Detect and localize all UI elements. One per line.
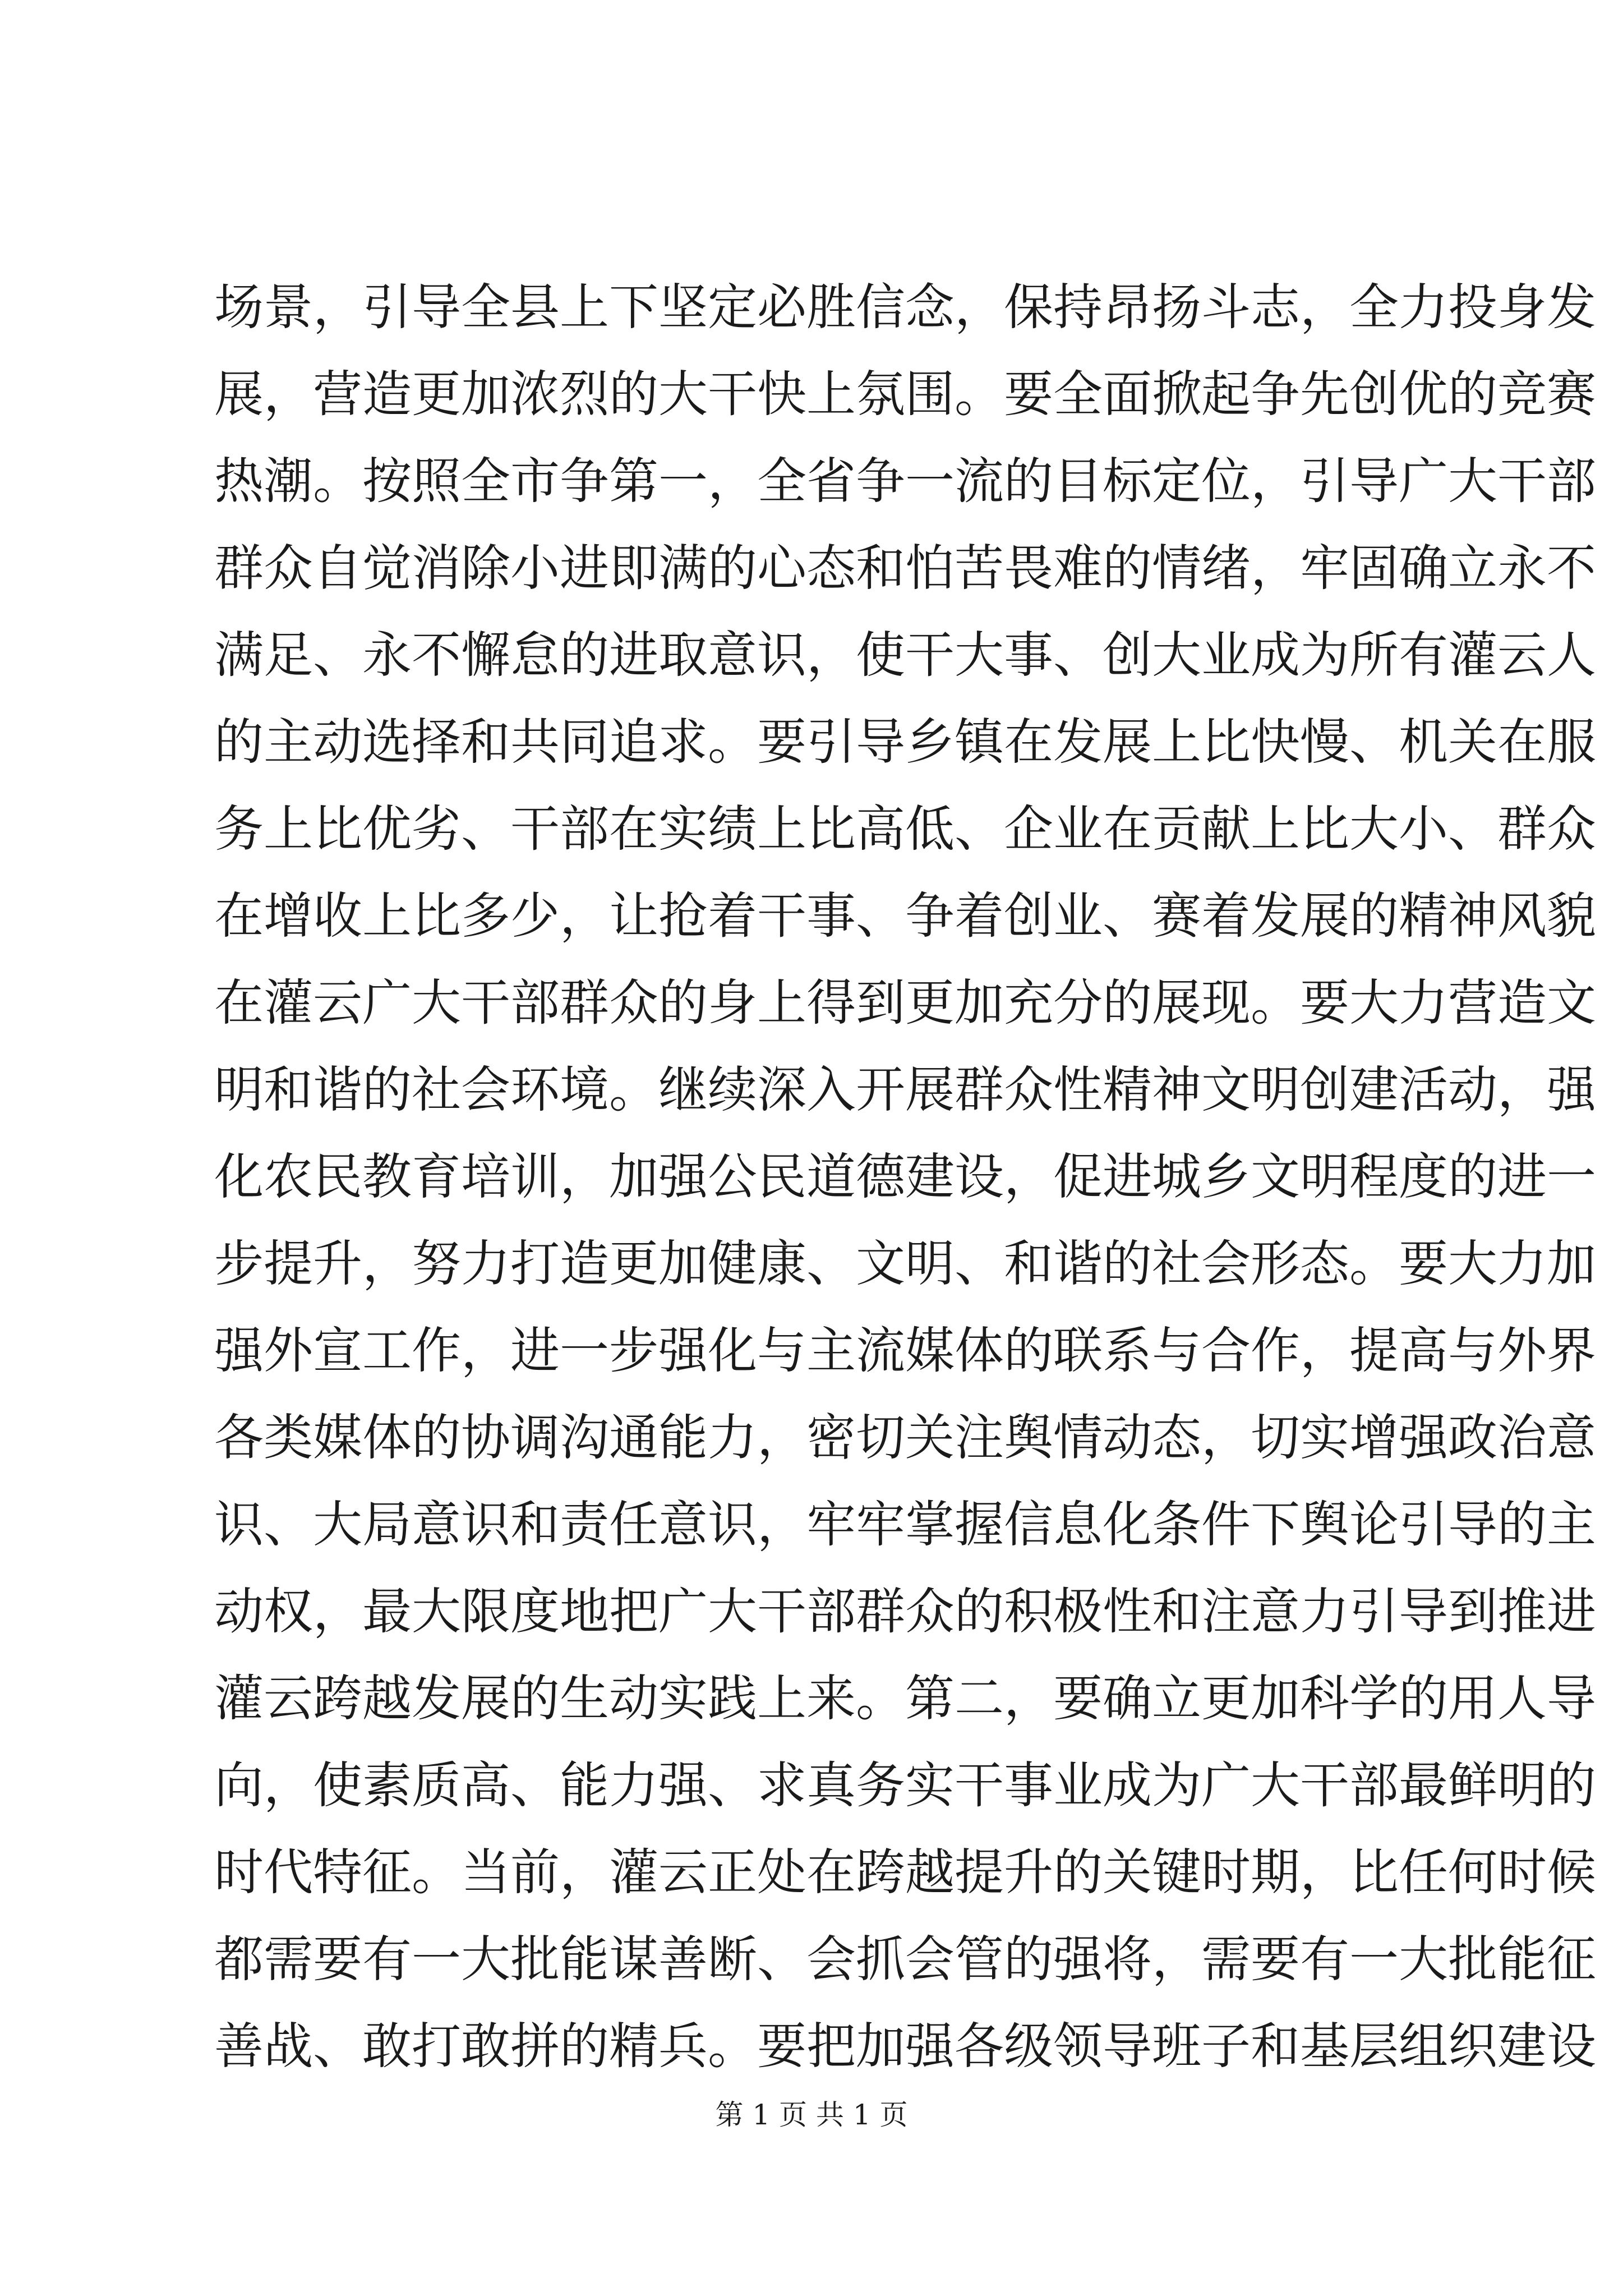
text-line: 在增收上比多少，让抢着干事、争着创业、赛着发展的精神风貌	[214, 887, 1597, 945]
text-line: 步提升，努力打造更加健康、文明、和谐的社会形态。要大力加	[214, 1235, 1597, 1292]
text-line: 务上比优劣、干部在实绩上比高低、企业在贡献上比大小、群众	[214, 800, 1597, 858]
text-line: 明和谐的社会环境。继续深入开展群众性精神文明创建活动，强	[214, 1061, 1597, 1119]
page-number-label: 第 1 页 共 1 页	[715, 2099, 908, 2131]
page-footer	[0, 2095, 1623, 2134]
text-line: 动权，最大限度地把广大干部群众的积极性和注意力引导到推进	[214, 1582, 1597, 1640]
text-line: 在灌云广大干部群众的身上得到更加充分的展现。要大力营造文	[214, 974, 1597, 1032]
text-line: 识、大局意识和责任意识，牢牢掌握信息化条件下舆论引导的主	[214, 1496, 1597, 1553]
body-text	[214, 264, 1597, 2090]
text-line: 场景，引导全县上下坚定必胜信念，保持昂扬斗志，全力投身发	[214, 278, 1597, 336]
text-line: 化农民教育培训，加强公民道德建设，促进城乡文明程度的进一	[214, 1148, 1597, 1205]
text-line: 各类媒体的协调沟通能力，密切关注舆情动态，切实增强政治意	[214, 1409, 1597, 1466]
text-line: 善战、敢打敢拼的精兵。要把加强各级领导班子和基层组织建设	[214, 2017, 1597, 2075]
text-line: 的主动选择和共同追求。要引导乡镇在发展上比快慢、机关在服	[214, 713, 1597, 771]
text-line: 展，营造更加浓烈的大干快上氛围。要全面掀起争先创优的竞赛	[214, 365, 1597, 423]
text-line: 满足、永不懈怠的进取意识，使干大事、创大业成为所有灌云人	[214, 626, 1597, 684]
text-line: 向，使素质高、能力强、求真务实干事业成为广大干部最鲜明的	[214, 1756, 1597, 1814]
text-line: 都需要有一大批能谋善断、会抓会管的强将，需要有一大批能征	[214, 1930, 1597, 1988]
text-line: 灌云跨越发展的生动实践上来。第二，要确立更加科学的用人导	[214, 1669, 1597, 1727]
text-line: 时代特征。当前，灌云正处在跨越提升的关键时期，比任何时候	[214, 1843, 1597, 1901]
text-line: 群众自觉消除小进即满的心态和怕苦畏难的情绪，牢固确立永不	[214, 539, 1597, 597]
text-line: 热潮。按照全市争第一，全省争一流的目标定位，引导广大干部	[214, 452, 1597, 510]
text-line: 强外宣工作，进一步强化与主流媒体的联系与合作，提高与外界	[214, 1322, 1597, 1379]
